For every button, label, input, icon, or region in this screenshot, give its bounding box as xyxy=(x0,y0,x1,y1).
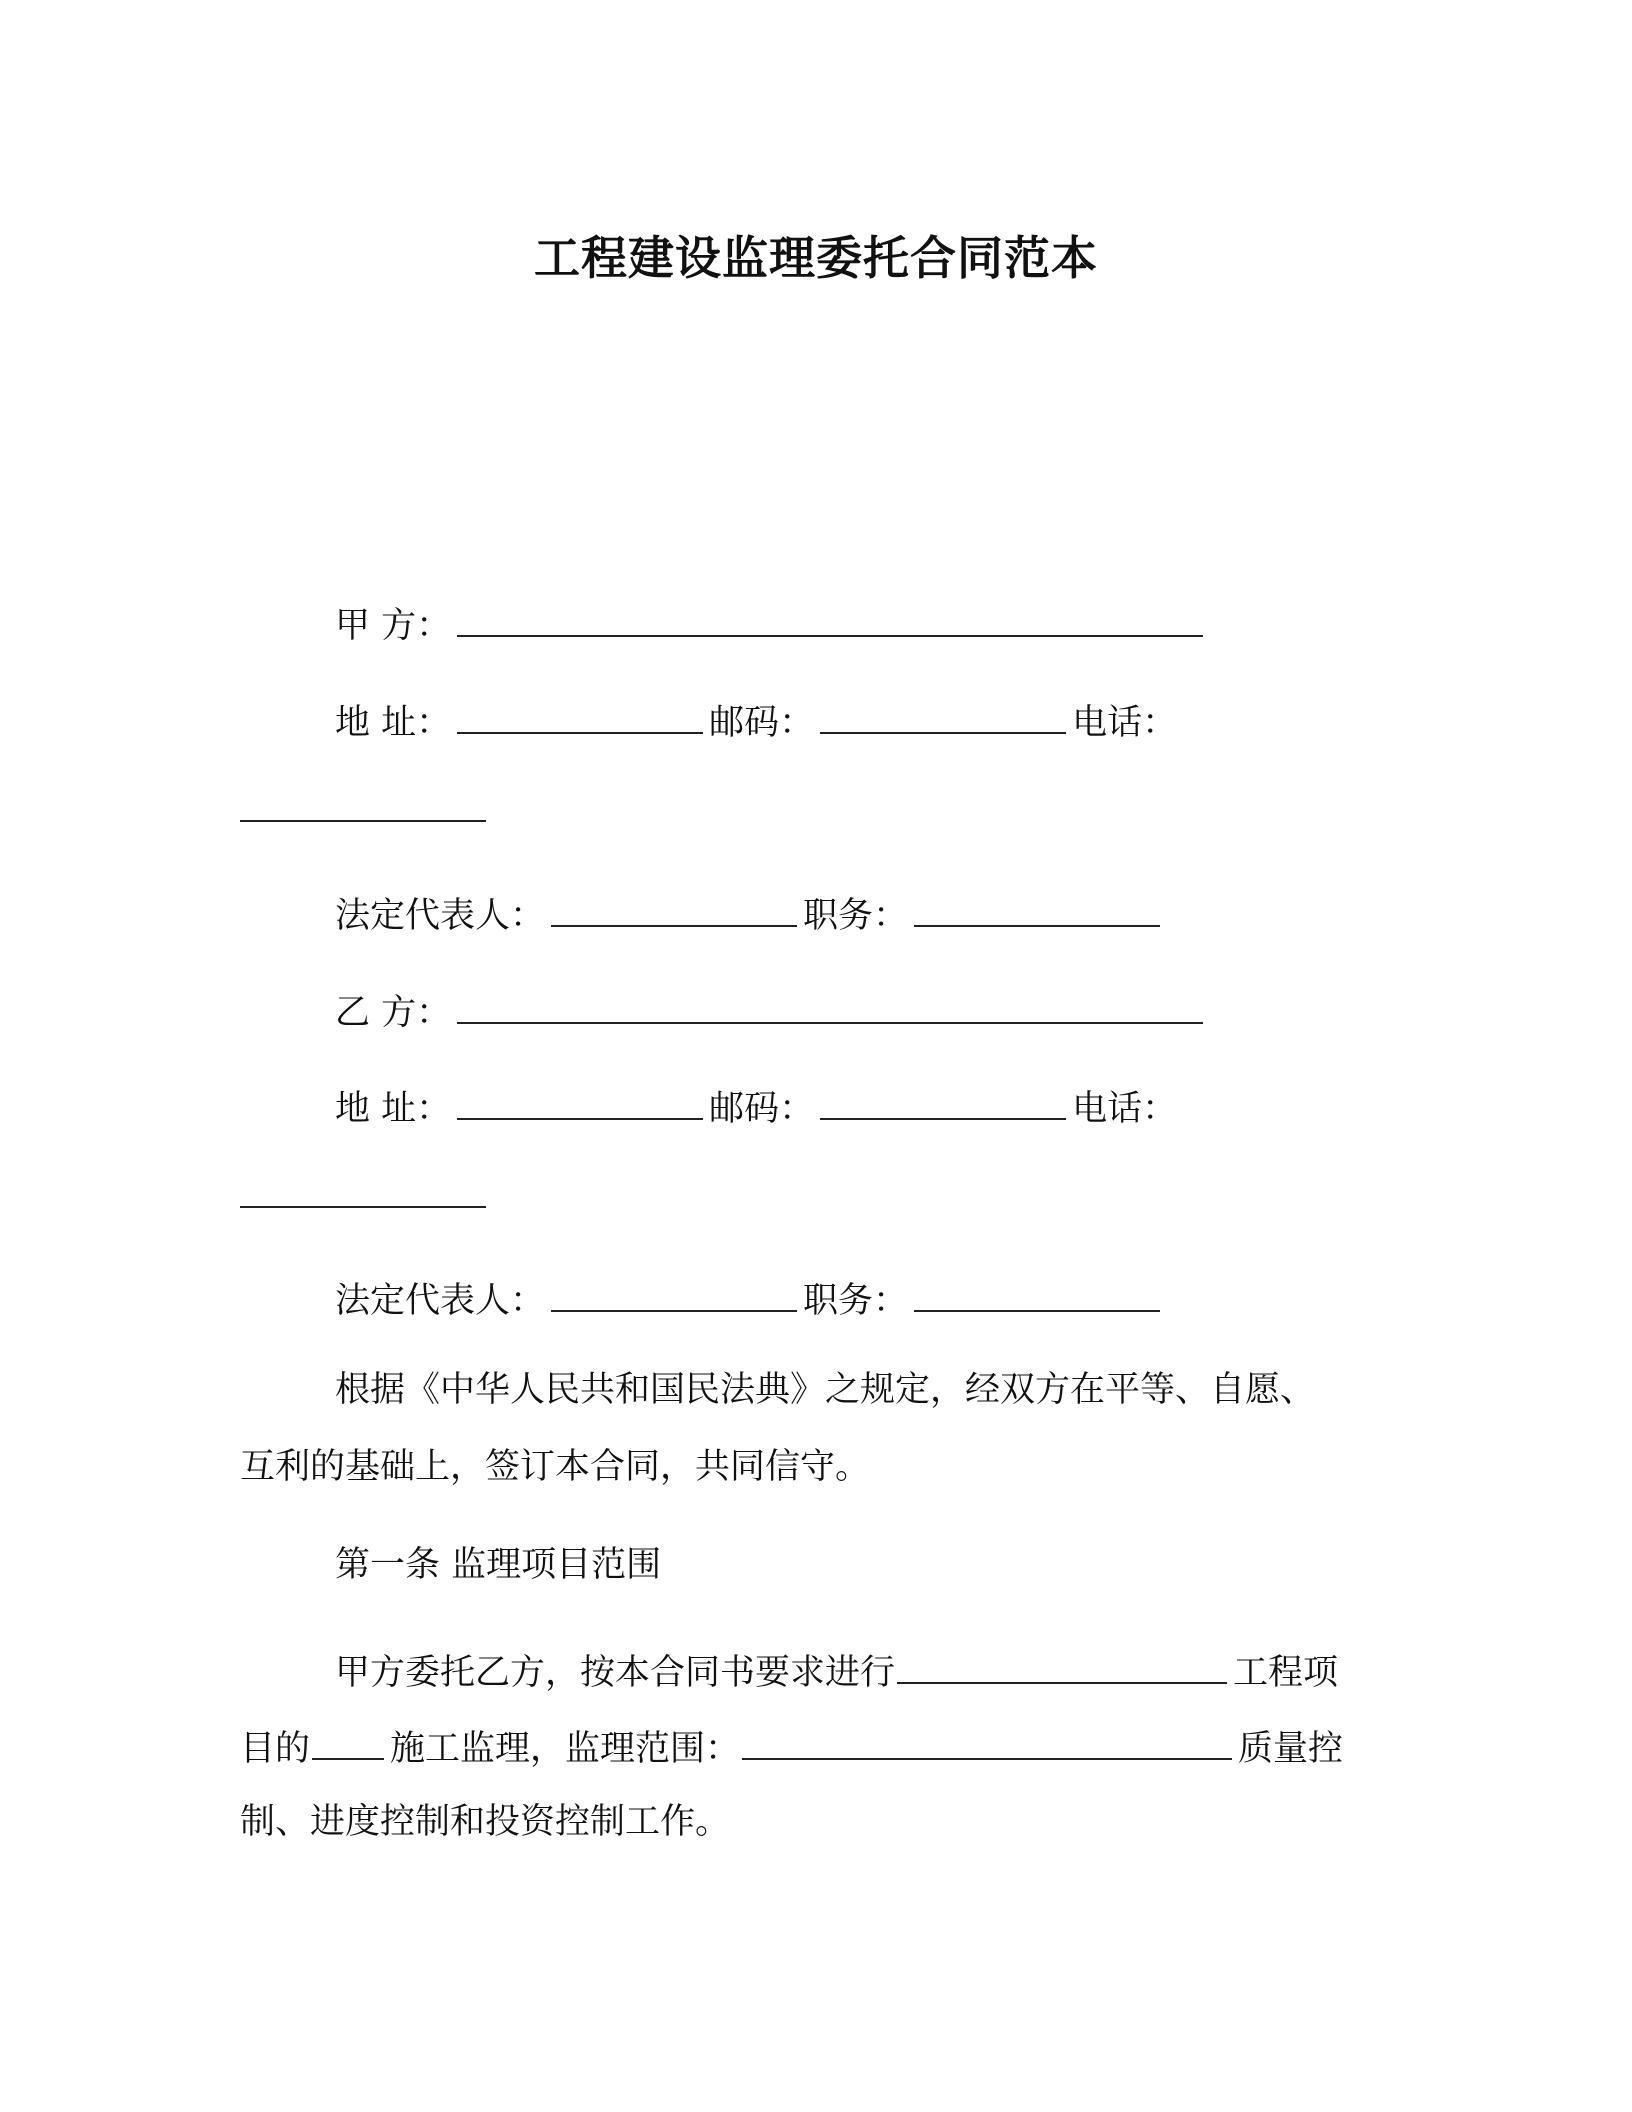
party-b-rep-blank[interactable] xyxy=(551,1280,797,1312)
party-a-line xyxy=(335,605,1209,644)
article-1-text-b: 工程项 xyxy=(1233,1653,1339,1693)
party-a-rep-blank[interactable] xyxy=(551,895,797,927)
party-b-blank[interactable] xyxy=(457,992,1203,1024)
party-a-phone-blank[interactable] xyxy=(240,790,486,822)
party-b-rep-label: 法定代表人： xyxy=(335,1281,546,1321)
party-b-line xyxy=(335,992,1209,1031)
party-b-phone-label: 电话： xyxy=(1072,1089,1178,1129)
article-1-line-1 xyxy=(335,1652,1338,1691)
party-a-address-line xyxy=(335,702,1177,741)
party-b-rep-line xyxy=(335,1280,1166,1319)
project-name-blank[interactable] xyxy=(897,1652,1227,1684)
party-a-phone-label: 电话： xyxy=(1072,703,1178,743)
article-1-text-e: 质量控 xyxy=(1238,1729,1344,1769)
party-a-address-label: 地 址： xyxy=(335,703,452,743)
article-1-text-a: 甲方委托乙方，按本合同书要求进行 xyxy=(335,1653,896,1693)
party-a-address-blank[interactable] xyxy=(457,702,703,734)
party-a-position-blank[interactable] xyxy=(914,895,1160,927)
article-1-heading: 第一条 监理项目范围 xyxy=(335,1545,662,1585)
party-a-position-label: 职务： xyxy=(803,896,909,936)
party-b-position-label: 职务： xyxy=(803,1281,909,1321)
preamble-line-1: 根据《中华人民共和国民法典》之规定，经双方在平等、自愿、 xyxy=(335,1370,1316,1410)
party-a-label: 甲 方： xyxy=(335,606,452,646)
party-b-phone-blank[interactable] xyxy=(240,1176,486,1208)
project-item-blank[interactable] xyxy=(312,1728,384,1760)
article-1-line-2 xyxy=(240,1728,1343,1767)
party-a-rep-label: 法定代表人： xyxy=(335,896,546,936)
party-b-label: 乙 方： xyxy=(335,993,452,1033)
article-1-line-3: 制、进度控制和投资控制工作。 xyxy=(240,1802,731,1842)
party-a-rep-line xyxy=(335,895,1166,934)
party-b-position-blank[interactable] xyxy=(914,1280,1160,1312)
party-b-address-line xyxy=(335,1088,1177,1127)
party-b-postcode-blank[interactable] xyxy=(820,1088,1066,1120)
scope-blank[interactable] xyxy=(742,1728,1232,1760)
document-title: 工程建设监理委托合同范本 xyxy=(534,231,1098,285)
article-1-text-d: 施工监理，监理范围： xyxy=(390,1729,741,1769)
party-a-phone-line xyxy=(240,790,492,829)
party-b-address-blank[interactable] xyxy=(457,1088,703,1120)
party-a-postcode-blank[interactable] xyxy=(820,702,1066,734)
party-b-phone-line xyxy=(240,1176,492,1215)
party-a-blank[interactable] xyxy=(457,605,1203,637)
party-b-postcode-label: 邮码： xyxy=(709,1089,815,1129)
party-a-postcode-label: 邮码： xyxy=(709,703,815,743)
party-b-address-label: 地 址： xyxy=(335,1089,452,1129)
preamble-line-2: 互利的基础上，签订本合同，共同信守。 xyxy=(240,1447,871,1487)
article-1-text-c: 目的 xyxy=(240,1729,311,1769)
